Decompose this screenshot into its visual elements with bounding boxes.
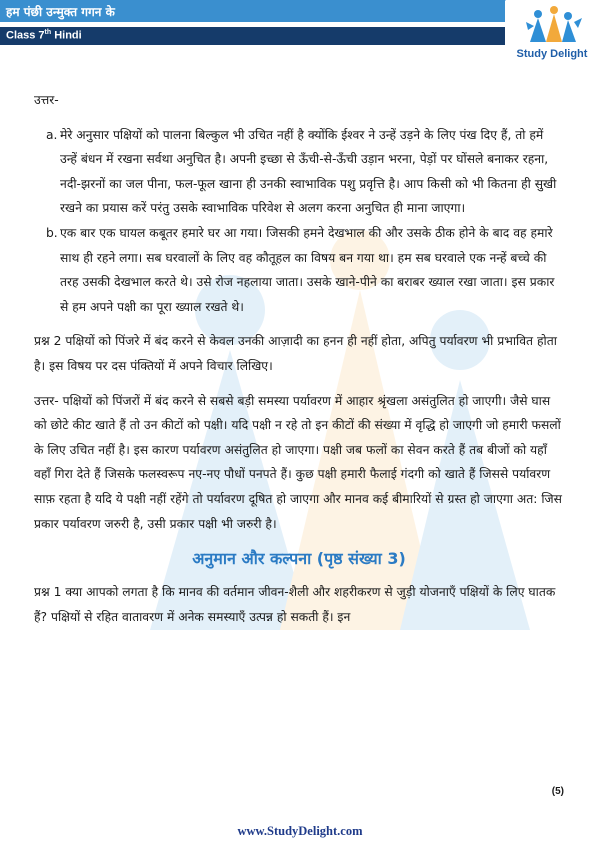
spacer xyxy=(34,379,564,389)
section-heading: अनुमान और कल्पना (पृष्ठ संख्या 3) xyxy=(192,549,406,569)
answer-item-b xyxy=(34,221,564,319)
footer-url[interactable]: www.StudyDelight.com xyxy=(237,824,363,838)
answer-label: उत्तर- xyxy=(34,93,59,107)
item-marker: b. xyxy=(46,225,58,240)
study-delight-logo xyxy=(508,4,596,64)
class-prefix: Class 7 xyxy=(6,29,45,42)
answer-item-a xyxy=(34,123,564,221)
item-text: मेरे अनुसार पक्षियों को पालना बिल्कुल भी उचित नहीं है क्योंकि ईश्वर ने उन्हें उड़ने के लिए पंख दिए हैं, तो हमें उन्हें बंधन में रखना सर्वथा अनुचित है। अपनी इच्छा से ऊँची-से-ऊँची उड़ान भरना, पेड़ों पर घोंसले बनाकर रहना, नदी-झरनों का जल पीना, फल-फूल खाना ही उनकी स्वाभाविक पशु प्रवृत्ति है। आप किसी को भी कितना ही सुखी रखने का प्रयास करें परंतु उसके स्वाभाविक परिवेश से अलग करना अनुचित ही माना जाएगा। xyxy=(60,127,557,216)
class-suffix: Hindi xyxy=(51,29,82,42)
title-bar-tail xyxy=(480,0,506,22)
class-label xyxy=(6,29,82,42)
logo-text: Study Delight xyxy=(516,48,588,60)
item-text: एक बार एक घायल कबूतर हमारे घर आ गया। जिसकी हमने देखभाल की और उसके ठीक होने के बाद वह हमारे साथ ही रहने लगा। सब घरवालों के लिए वह कौतूहल का विषय बन गया था। हम सब घरवाले एक नन्हें बच्चे की तरह उसकी देखभाल करते थे। उसे रोज नहलाया जाता। उसके खाने-पीने का बराबर ख्याल रखा जाता। इस प्रकार से हम अपने पक्षी का पूरा ख्याल रखते थे। xyxy=(60,225,555,314)
question-1: प्रश्न 1 क्या आपको लगता है कि मानव की वर्तमान जीवन-शैली और शहरीकरण से जुड़ी योजनाएँ पक्षियों के लिए घातक हैं? पक्षियों से रहित वातावरण में अनेक समस्याएँ उत्पन्न हो सकती हैं। इन xyxy=(34,585,556,624)
item-marker: a. xyxy=(46,127,58,142)
chapter-title: हम पंछी उन्मुक्त गगन के xyxy=(6,5,115,19)
spacer xyxy=(34,113,564,123)
question-2: प्रश्न 2 पक्षियों को पिंजरे में बंद करने से केवल उनकी आज़ादी का हनन ही नहीं होता, अपितु पर्यावरण भी प्रभावित होता है। इस विषय पर दस पंक्तियों में अपने विचार लिखिए। xyxy=(34,334,557,373)
class-sup: th xyxy=(44,29,52,36)
page-content xyxy=(34,88,564,629)
class-bar-tail xyxy=(480,27,502,45)
spacer xyxy=(34,319,564,329)
logo-figures-icon xyxy=(508,4,596,48)
page-number: (5) xyxy=(551,786,564,797)
answer-2: उत्तर- पक्षियों को पिंजरों में बंद करने से सबसे बड़ी समस्या पर्यावरण में आहार श्रृंखला असंतुलित हो जाएगी। जैसे घास को छोटे कीट खाते हैं तो उन कीटों को पक्षी। यदि पक्षी न रहे तो इन कीटों की संख्या में वृद्धि हो जाएगी जो हमारी फसलों के लिए उचित नहीं है। इस कारण पर्यावरण असंतुलित हो जाएगा। पक्षी जब फलों का सेवन करते हैं तब बीजों को यहाँ वहाँ गिरा देते हैं जिसके फलस्वरूप नए-नए पौधों पनपते हैं। कुछ पक्षी हमारी फैलाई गंदगी को खाते हैं जिससे पर्यावरण साफ़ रहता है यदि ये पक्षी नहीं रहेंगे तो पर्यावरण दूषित हो जाएगा और मानव कई बीमारियों से ग्रस्त हो जाएगा अत: जिस प्रकार पर्यावरण जरुरी है, उसी प्रकार पक्षी भी जरुरी है। xyxy=(34,393,562,531)
